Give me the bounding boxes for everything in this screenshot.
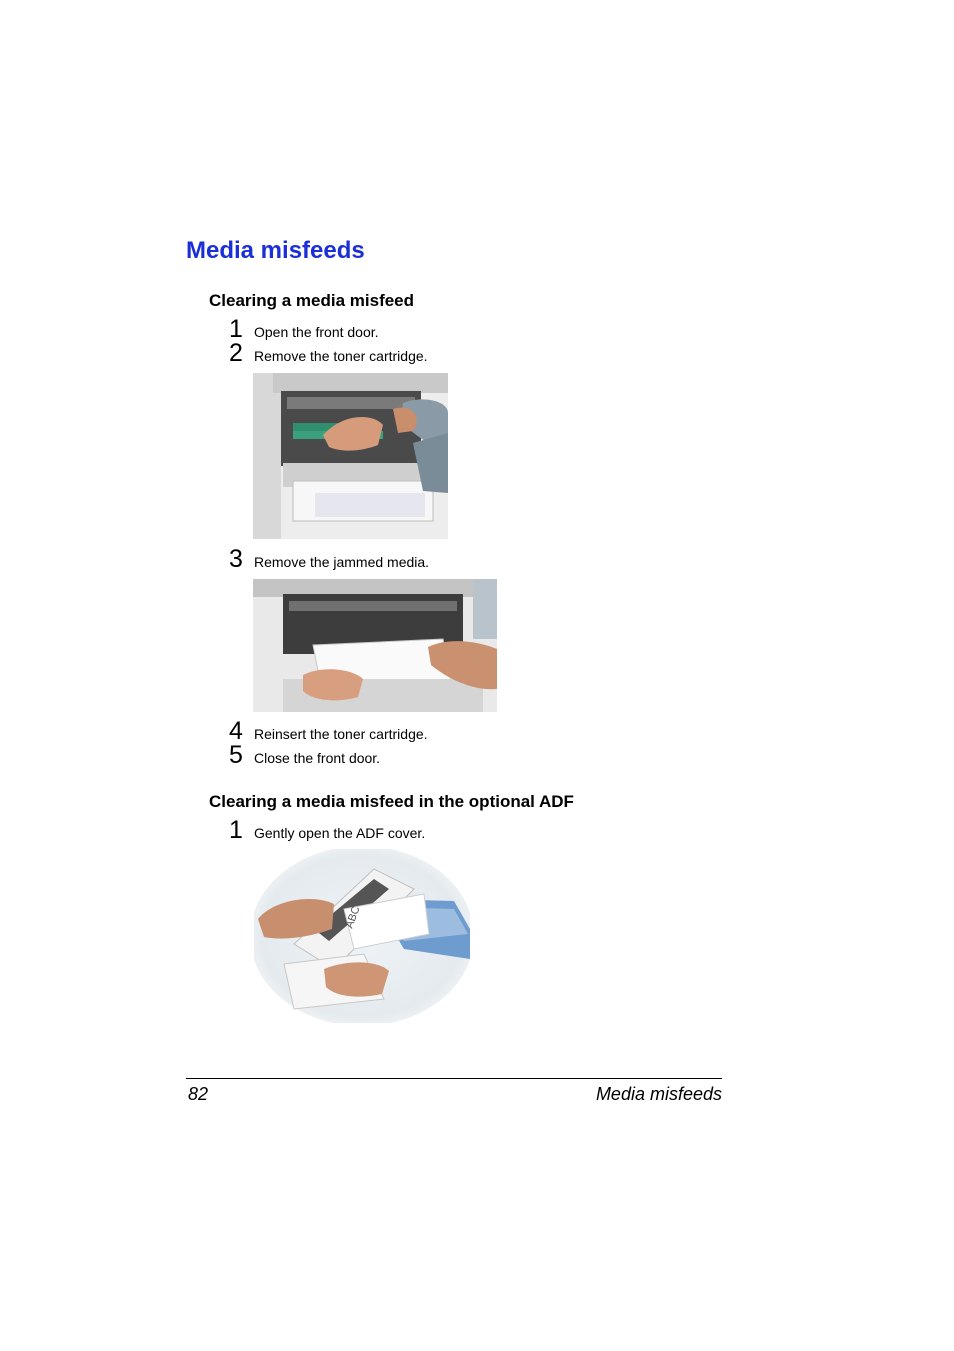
step-text: Remove the jammed media. <box>254 554 430 570</box>
step-number: 1 <box>229 816 243 844</box>
section-heading-clearing-adf-misfeed: Clearing a media misfeed in the optional ADF <box>209 792 574 811</box>
step-number: 1 <box>229 315 243 343</box>
section-heading-clearing-misfeed: Clearing a media misfeed <box>209 291 415 310</box>
step-text: Gently open the ADF cover. <box>254 825 426 841</box>
footer-page-number: 82 <box>188 1084 209 1104</box>
photo-remove-jammed-media <box>253 579 497 712</box>
step-text: Remove the toner cartridge. <box>254 348 428 364</box>
adf-paper-label: ABC <box>343 904 363 931</box>
step-text: Open the front door. <box>254 324 379 340</box>
printer-jam-illustration <box>253 579 497 712</box>
step-number: 3 <box>229 545 243 573</box>
adf-illustration <box>254 849 470 1023</box>
photo-open-adf-cover <box>254 849 470 1023</box>
step-number: 5 <box>229 741 243 769</box>
step-number: 4 <box>229 717 243 745</box>
step-number: 2 <box>229 339 243 367</box>
page-title: Media misfeeds <box>186 237 365 264</box>
step-text: Close the front door. <box>254 750 381 766</box>
photo-remove-toner-cartridge <box>253 373 448 539</box>
printer-toner-illustration <box>253 373 448 539</box>
footer-divider <box>186 1078 722 1079</box>
step-text: Reinsert the toner cartridge. <box>254 726 428 742</box>
footer-section-title: Media misfeeds <box>595 1084 722 1104</box>
